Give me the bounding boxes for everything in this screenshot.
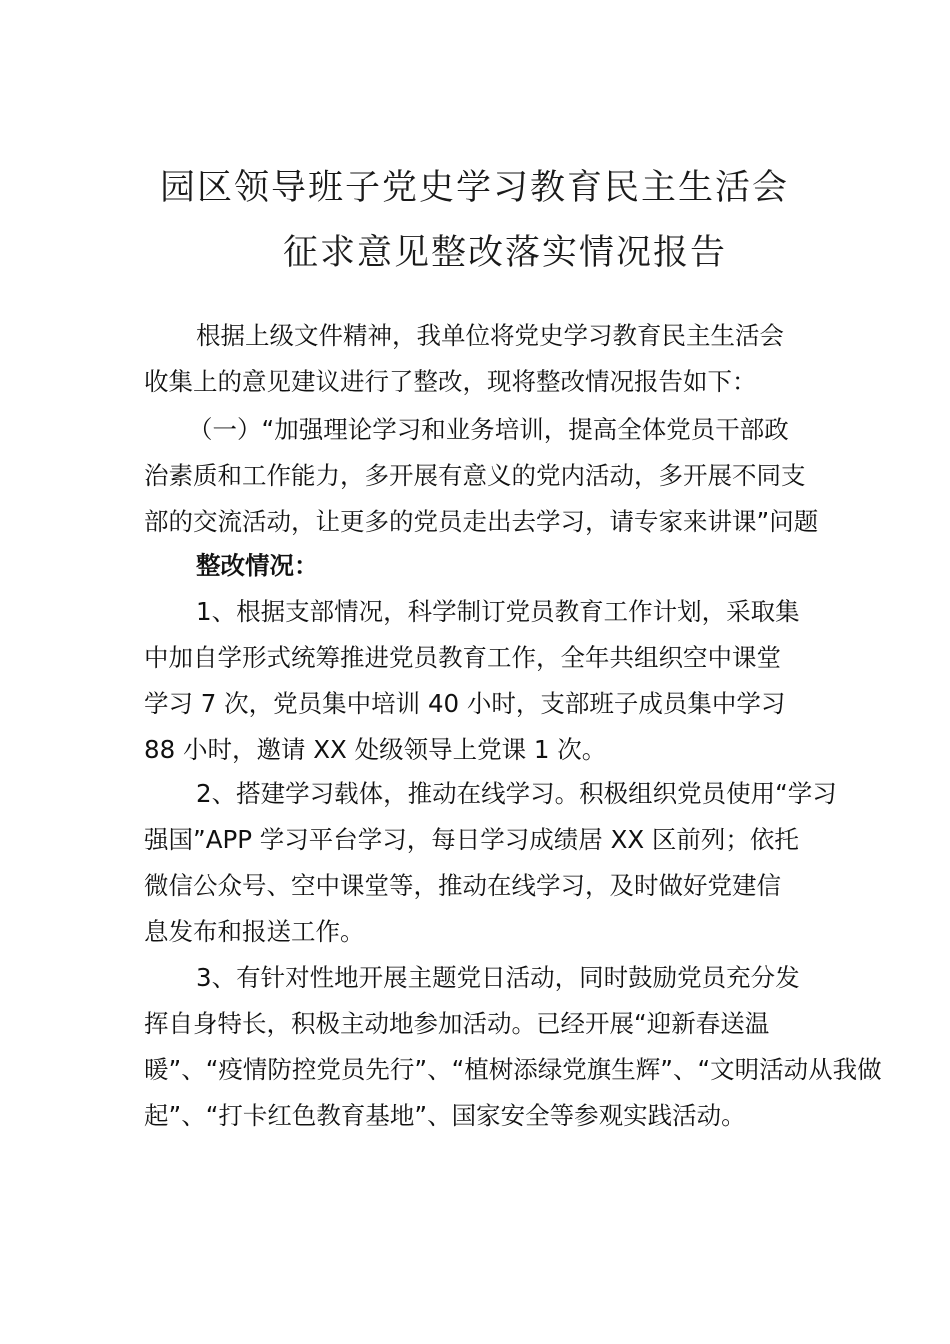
rectification-heading: 整改情况： bbox=[196, 551, 319, 580]
item-2-line-4: 息发布和报送工作。 bbox=[144, 917, 365, 946]
item-3-line-1: 3、有针对性地开展主题党日活动，同时鼓励党员充分发 bbox=[196, 963, 800, 992]
item-1-line-2: 中加自学形式统筹推进党员教育工作，全年共组织空中课堂 bbox=[144, 643, 781, 672]
item-2-line-2: 强国”APP 学习平台学习，每日学习成绩居 XX 区前列；依托 bbox=[144, 825, 799, 854]
item-3-line-3: 暖”、“疫情防控党员先行”、“植树添绿党旗生辉”、“文明活动从我做 bbox=[144, 1055, 882, 1084]
item-2-line-3: 微信公众号、空中课堂等，推动在线学习，及时做好党建信 bbox=[144, 871, 781, 900]
item-1-line-4: 88 小时，邀请 XX 处级领导上党课 1 次。 bbox=[144, 735, 607, 764]
document-title-line-1: 园区领导班子党史学习教育民主生活会 bbox=[160, 168, 790, 208]
item-3-line-2: 挥自身特长，积极主动地参加活动。已经开展“迎新春送温 bbox=[144, 1009, 770, 1038]
item-1-line-3: 学习 7 次，党员集中培训 40 小时，支部班子成员集中学习 bbox=[144, 689, 786, 718]
issue-one-line-2: 治素质和工作能力，多开展有意义的党内活动，多开展不同支 bbox=[144, 461, 806, 490]
intro-line-2: 收集上的意见建议进行了整改，现将整改情况报告如下： bbox=[144, 367, 757, 396]
document-title-line-2: 征求意见整改落实情况报告 bbox=[283, 233, 728, 273]
issue-one-line-1: （一）“加强理论学习和业务培训，提高全体党员干部政 bbox=[188, 415, 789, 444]
issue-one-line-3: 部的交流活动，让更多的党员走出去学习，请专家来讲课”问题 bbox=[144, 507, 819, 536]
item-1-line-1: 1、根据支部情况，科学制订党员教育工作计划，采取集 bbox=[196, 597, 800, 626]
intro-line-1: 根据上级文件精神，我单位将党史学习教育民主生活会 bbox=[196, 321, 784, 350]
item-3-line-4: 起”、“打卡红色教育基地”、国家安全等参观实践活动。 bbox=[144, 1101, 746, 1130]
item-2-line-1: 2、搭建学习载体，推动在线学习。积极组织党员使用“学习 bbox=[196, 779, 837, 808]
